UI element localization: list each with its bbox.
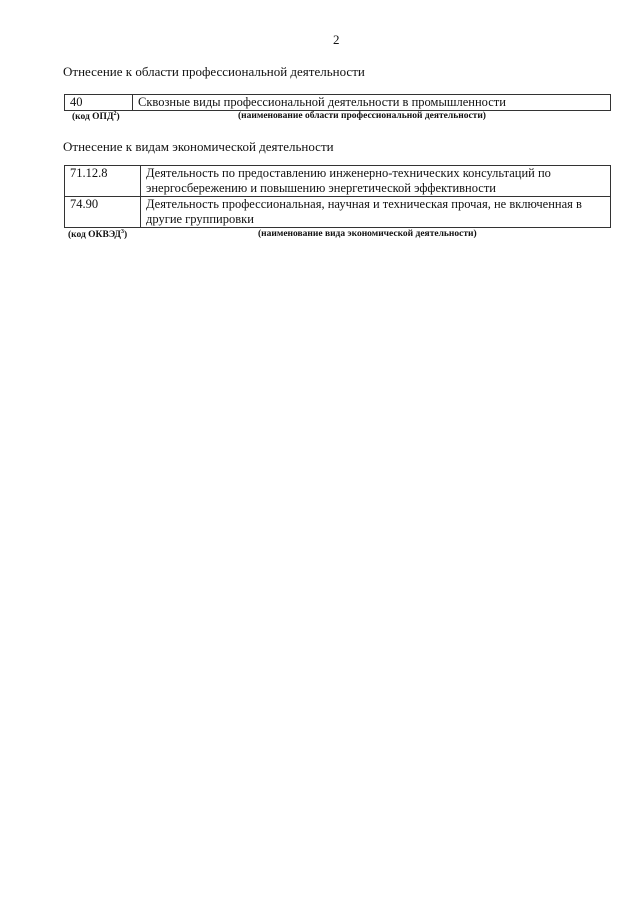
opd-heading: Отнесение к области профессиональной деятельности <box>63 64 365 79</box>
table-row <box>65 197 611 228</box>
opd-name-caption: (наименование области профессиональной деятельности) <box>238 111 486 121</box>
opd-code-caption: (код ОПД$^2$) <box>72 111 120 123</box>
okved-heading: Отнесение к видам экономической деятельности <box>63 139 334 154</box>
page-number: 2 <box>333 32 340 47</box>
opd-name: Сквозные виды профессиональной деятельности в промышленности <box>133 95 611 111</box>
okved-name-caption: (наименование вида экономической деятельности) <box>258 229 477 239</box>
opd-table <box>64 94 611 111</box>
opd-code: 40 <box>65 95 133 111</box>
okved-table <box>64 165 611 228</box>
okved-code: 71.12.8 <box>65 166 141 197</box>
okved-name: Деятельность по предоставлению инженерно-технических консультаций по энергосбережению и повышению энергетической эффективности <box>141 166 611 197</box>
okved-code-caption: (код ОКВЭД$^3$) <box>68 229 128 241</box>
okved-name: Деятельность профессиональная, научная и техническая прочая, не включенная в другие группировки <box>141 197 611 228</box>
okved-code: 74.90 <box>65 197 141 228</box>
table-row <box>65 95 611 111</box>
table-row <box>65 166 611 197</box>
